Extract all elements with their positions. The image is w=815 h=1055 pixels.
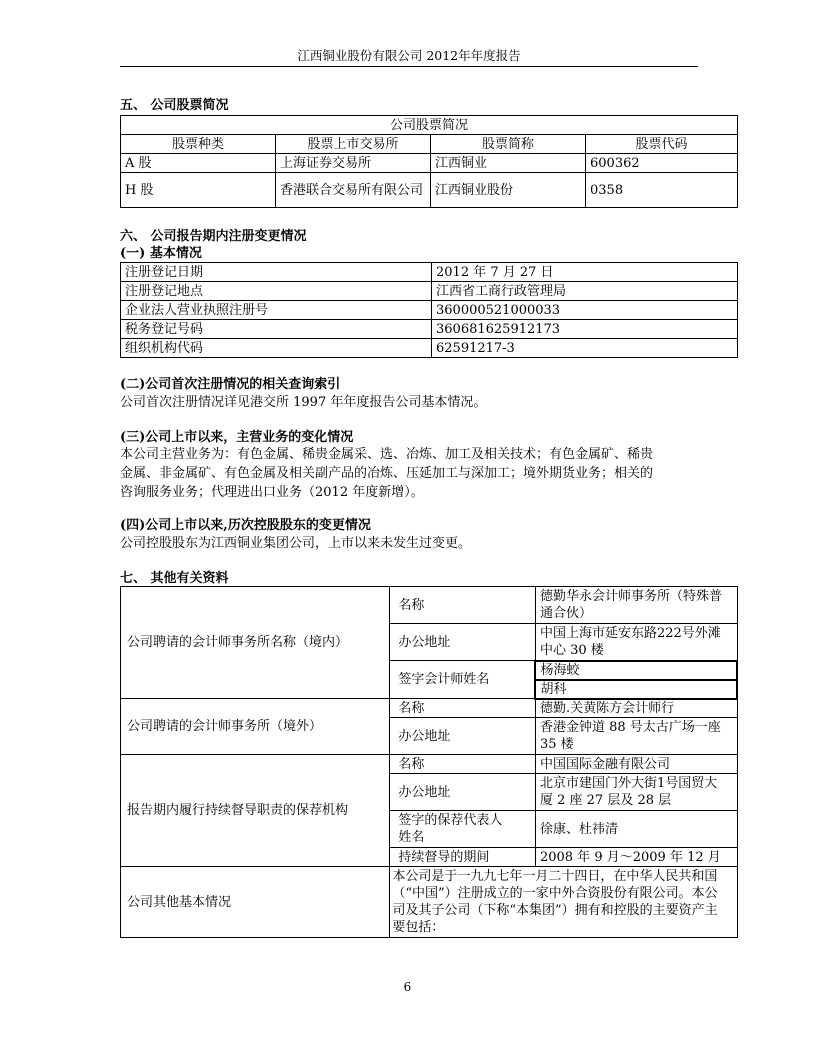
reg-value: 360000521000033: [432, 301, 738, 320]
stock-exchange: 上海证券交易所: [276, 154, 431, 173]
table-row: [121, 755, 738, 774]
table-row: [121, 154, 738, 173]
field-key: 持续督导的期间: [390, 848, 536, 867]
field-value: 中国上海市延安东路222号外滩 中心 30 楼: [535, 624, 737, 661]
section-6-sub1-title: (一) 基本情况: [120, 246, 202, 261]
table-row: [121, 301, 738, 320]
stock-code: 600362: [586, 154, 738, 173]
registration-table: [120, 262, 738, 358]
stock-col-code: 股票代码: [586, 135, 738, 154]
field-value: 2008 年 9 月～2009 年 12 月: [535, 848, 737, 867]
overseas-auditor-label: 公司聘请的会计师事务所（境外）: [121, 699, 390, 755]
field-key: 办公地址: [390, 774, 536, 811]
table-row: [121, 339, 738, 358]
section-5-title: 五、 公司股票简况: [120, 98, 229, 113]
section-6-sub3-line: 本公司主营业务为：有色金属、稀贵金属采、选、冶炼、加工及相关技术；有色金属矿、稀贵: [120, 447, 654, 462]
field-key: 办公地址: [390, 718, 536, 755]
field-key: 签字会计师姓名: [390, 661, 536, 699]
table-row: [121, 263, 738, 282]
field-key: 办公地址: [390, 624, 536, 661]
section-6-sub2-text: 公司首次注册情况详见港交所 1997 年年度报告公司基本情况。: [120, 395, 487, 410]
stock-type: H 股: [121, 173, 276, 208]
field-key: 名称: [390, 755, 536, 774]
stock-col-abbr: 股票简称: [431, 135, 586, 154]
reg-value: 62591217-3: [432, 339, 738, 358]
table-row: [121, 867, 738, 938]
field-value: 德勤.关黄陈方会计师行: [535, 699, 737, 718]
field-value: 中国国际金融有限公司: [535, 755, 737, 774]
stock-abbr: 江西铜业: [431, 154, 586, 173]
table-row: [121, 699, 738, 718]
stock-col-type: 股票种类: [121, 135, 276, 154]
field-key: 名称: [390, 699, 536, 718]
field-key: 名称: [390, 587, 536, 624]
table-row: [121, 173, 738, 208]
section-6-sub3-title: (三)公司上市以来，主营业务的变化情况: [120, 430, 354, 445]
other-info-table: [120, 586, 738, 938]
stock-exchange: 香港联合交易所有限公司: [276, 173, 431, 208]
stock-table-caption: 公司股票简况: [121, 116, 738, 135]
section-6-sub4-text: 公司控股股东为江西铜业集团公司，上市以来未发生过变更。: [120, 536, 472, 551]
section-6-title: 六、 公司报告期内注册变更情况: [120, 229, 307, 244]
stock-type: A 股: [121, 154, 276, 173]
table-row: [121, 587, 738, 624]
reg-key: 税务登记号码: [121, 320, 432, 339]
other-info-label: 公司其他基本情况: [121, 867, 390, 938]
header-rule: [120, 66, 698, 67]
section-7-title: 七、 其他有关资料: [120, 571, 229, 586]
field-value: 杨海蛟: [535, 661, 737, 680]
reg-key: 注册登记日期: [121, 263, 432, 282]
field-value: 德勤华永会计师事务所（特殊普 通合伙）: [535, 587, 737, 624]
reg-key: 组织机构代码: [121, 339, 432, 358]
stock-col-exchange: 股票上市交易所: [276, 135, 431, 154]
section-6-sub3-line: 金属、非金属矿、有色金属及相关副产品的冶炼、压延加工与深加工；境外期货业务；相关的: [120, 466, 654, 481]
domestic-auditor-label: 公司聘请的会计师事务所名称（境内）: [121, 587, 390, 699]
reg-key: 企业法人营业执照注册号: [121, 301, 432, 320]
field-value: 徐康、杜祎清: [535, 811, 737, 848]
section-6-sub4-title: (四)公司上市以来,历次控股股东的变更情况: [120, 518, 371, 533]
stock-abbr: 江西铜业股份: [431, 173, 586, 208]
table-row: [121, 320, 738, 339]
other-info-text: 本公司是于一九九七年一月二十四日，在中华人民共和国 （“中国”）注册成立的一家中外合资股份有限公司。本公 司及其子公司（下称“本集团”）拥有和控股的主要资产主 要包括：: [390, 867, 737, 938]
field-key: 签字的保荐代表人 姓名: [390, 811, 536, 848]
reg-key: 注册登记地点: [121, 282, 432, 301]
field-value: 香港金钟道 88 号太古广场一座 35 楼: [535, 718, 737, 755]
field-value: 北京市建国门外大街1号国贸大 厦 2 座 27 层及 28 层: [535, 774, 737, 811]
field-value: 胡科: [535, 680, 737, 699]
stock-table: [120, 115, 738, 208]
reg-value: 江西省工商行政管理局: [432, 282, 738, 301]
section-6-sub2-title: (二)公司首次注册情况的相关查询索引: [120, 377, 341, 392]
table-row: [121, 282, 738, 301]
reg-value: 360681625912173: [432, 320, 738, 339]
reg-value: 2012 年 7 月 27 日: [432, 263, 738, 282]
stock-code: 0358: [586, 173, 738, 208]
sponsor-label: 报告期内履行持续督导职责的保荐机构: [121, 755, 390, 867]
section-6-sub3-line: 咨询服务业务；代理进出口业务（2012 年度新增）。: [120, 485, 424, 500]
page-header: 江西铜业股份有限公司 2012年年度报告: [297, 48, 521, 63]
page-number: 6: [403, 980, 412, 994]
